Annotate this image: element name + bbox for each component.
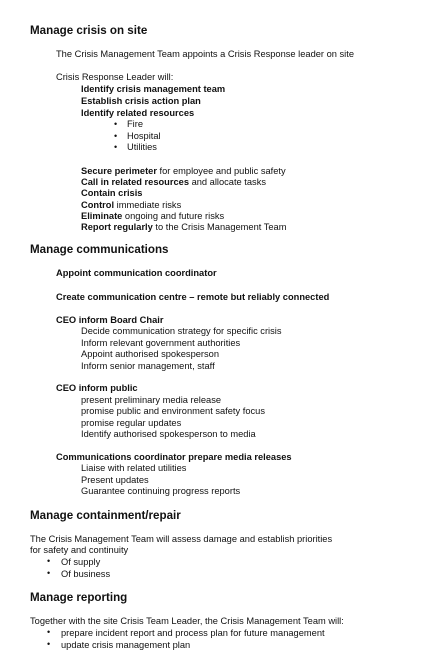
action-line <box>81 200 181 210</box>
public-item: present preliminary media release <box>81 395 222 405</box>
action-rest: immediate risks <box>114 200 182 210</box>
action-rest: and allocate tasks <box>189 177 267 187</box>
action-bold: Secure perimeter <box>81 166 157 176</box>
action-rest: ongoing and future risks <box>122 211 225 221</box>
bullet-icon: • <box>114 142 118 152</box>
bullet-icon: • <box>47 639 51 649</box>
resource-item: Fire <box>127 119 144 129</box>
bullet-icon: • <box>47 627 51 637</box>
media-item: Present updates <box>81 475 149 485</box>
reporting-item: prepare incident report and process plan for future management <box>61 628 325 638</box>
containment-line: for safety and continuity <box>30 545 129 555</box>
reporting-item: update crisis management plan <box>61 640 191 650</box>
action-bold: Contain crisis <box>81 188 143 198</box>
action-bold: Call in related resources <box>81 177 189 187</box>
action-rest: for employee and public safety <box>156 166 286 176</box>
bullet-icon: • <box>114 119 118 129</box>
resource-item: Utilities <box>127 142 157 152</box>
action-bold: Eliminate <box>81 211 123 221</box>
leader-will-label: Crisis Response Leader will: <box>56 72 174 82</box>
media-item: Liaise with related utilities <box>81 463 187 473</box>
action-rest: to the Crisis Management Team <box>152 222 287 232</box>
board-chair-title: CEO inform Board Chair <box>56 315 164 325</box>
create-centre: Create communication centre – remote but reliably connected <box>56 292 330 302</box>
action-line <box>81 188 142 198</box>
establish-plan: Establish crisis action plan <box>81 96 201 106</box>
identify-team: Identify crisis management team <box>81 84 226 94</box>
bullet-icon: • <box>47 556 51 566</box>
media-item: Guarantee continuing progress reports <box>81 486 241 496</box>
action-line <box>81 211 224 221</box>
public-item: Identify authorised spokesperson to media <box>81 429 256 439</box>
reporting-intro: Together with the site Crisis Team Leader, the Crisis Management Team will: <box>30 616 344 626</box>
media-title: Communications coordinator prepare media releases <box>56 452 292 462</box>
appoint-coordinator: Appoint communication coordinator <box>56 268 217 278</box>
board-chair-item: Inform senior management, staff <box>81 361 215 371</box>
containment-item: Of business <box>61 569 111 579</box>
action-bold: Report regularly <box>81 222 153 232</box>
containment-line: The Crisis Management Team will assess damage and establish priorities <box>30 534 333 544</box>
action-line <box>81 222 286 232</box>
board-chair-item: Decide communication strategy for specific crisis <box>81 326 282 336</box>
crisis-intro: The Crisis Management Team appoints a Crisis Response leader on site <box>56 49 354 59</box>
identify-resources: Identify related resources <box>81 108 195 118</box>
action-line <box>81 177 266 187</box>
action-bold: Control <box>81 200 115 210</box>
section-heading-containment: Manage containment/repair <box>30 509 181 522</box>
section-heading-crisis: Manage crisis on site <box>30 24 148 37</box>
section-heading-communications: Manage communications <box>30 243 169 256</box>
bullet-icon: • <box>47 568 51 578</box>
section-heading-reporting: Manage reporting <box>30 591 128 604</box>
bullet-icon: • <box>114 131 118 141</box>
public-title: CEO inform public <box>56 383 138 393</box>
board-chair-item: Inform relevant government authorities <box>81 338 241 348</box>
action-line <box>81 166 286 176</box>
board-chair-item: Appoint authorised spokesperson <box>81 349 219 359</box>
resource-item: Hospital <box>127 131 161 141</box>
containment-item: Of supply <box>61 557 101 567</box>
public-item: promise regular updates <box>81 418 182 428</box>
public-item: promise public and environment safety focus <box>81 406 265 416</box>
